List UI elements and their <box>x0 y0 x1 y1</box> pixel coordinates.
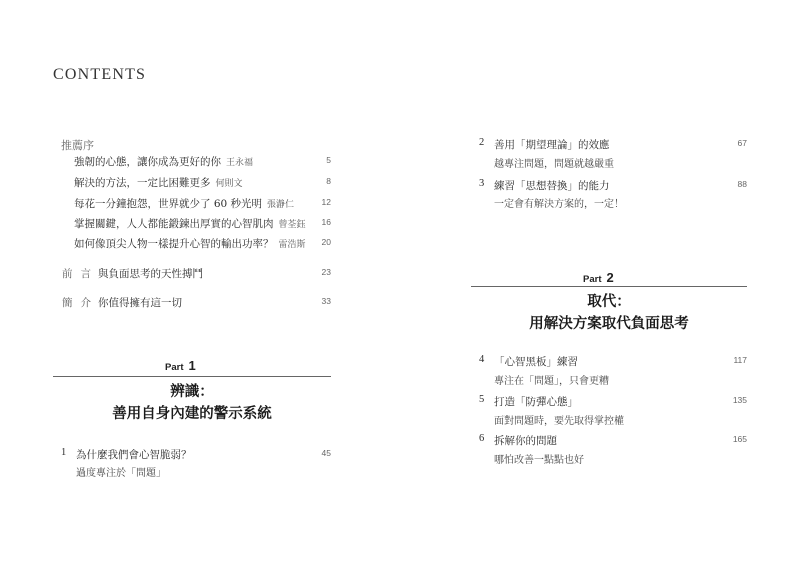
part2-label: Part 2 <box>583 270 614 285</box>
toc-entry[interactable] <box>61 154 331 170</box>
entry-page: 20 <box>321 237 331 247</box>
part1-label: Part 1 <box>165 358 196 373</box>
entry-page: 23 <box>321 267 331 277</box>
part2-title-line2: 用解決方案取代負面思考 <box>529 316 689 332</box>
entry-title: 強韌的心態，讓你成為更好的你 <box>74 156 221 168</box>
toc-chapter[interactable] <box>479 433 747 449</box>
intro-label: 簡介 <box>62 297 99 309</box>
entry-title: 如何像頂尖人物一樣提升心智的輸出功率？ <box>74 238 274 250</box>
entry-title: 解決的方法，一定比困難更多 <box>74 177 211 189</box>
part1-title-line2: 善用自身內建的警示系統 <box>112 406 272 422</box>
part2-title-line1: 取代： <box>587 294 631 310</box>
chapter-subtitle: 一定會有解決方案的，一定！ <box>494 199 624 210</box>
toc-entry[interactable] <box>61 236 331 252</box>
chapter-page: 67 <box>737 138 747 148</box>
chapter-page: 45 <box>321 448 331 458</box>
entry-title: 掌握關鍵，人人都能鍛鍊出厚實的心智肌肉 <box>74 218 274 230</box>
entry-title: 每花一分鐘抱怨，世界就少了 60 秒光明 <box>74 198 263 210</box>
toc-chapter[interactable] <box>479 178 747 194</box>
foreword-label: 前言 <box>62 268 99 280</box>
entry-page: 33 <box>321 296 331 306</box>
chapter-number: 4 <box>479 354 485 365</box>
toc-entry[interactable] <box>61 175 331 191</box>
entry-page: 12 <box>321 197 331 207</box>
part1-number: 1 <box>188 358 196 373</box>
chapter-subtitle: 哪怕改善一點點也好 <box>494 455 584 466</box>
entry-page: 8 <box>326 176 331 186</box>
entry-title: 與負面思考的天性搏鬥 <box>98 268 203 280</box>
chapter-number: 3 <box>479 178 485 189</box>
chapter-page: 165 <box>732 434 747 444</box>
chapter-page: 117 <box>733 355 747 365</box>
part2-number: 2 <box>606 270 614 285</box>
chapter-number: 6 <box>479 433 485 444</box>
chapter-subtitle: 過度專注於「問題」 <box>76 468 166 479</box>
chapter-subtitle: 面對問題時，要先取得掌控權 <box>494 416 624 427</box>
entry-author: 曾荃鈺 <box>278 220 306 230</box>
chapter-title: 練習「思想替換」的能力 <box>494 180 610 192</box>
toc-entry-foreword[interactable] <box>61 266 331 282</box>
part1-header <box>53 358 331 428</box>
chapter-title: 打造「防彈心態」 <box>494 396 578 408</box>
entry-title: 你值得擁有這一切 <box>98 297 182 309</box>
chapter-title: 善用「期望理論」的效應 <box>494 139 610 151</box>
entry-author: 雷浩斯 <box>278 240 306 250</box>
chapter-number: 1 <box>61 447 67 458</box>
chapter-title: 拆解你的問題 <box>494 435 557 447</box>
toc-chapter[interactable] <box>479 394 747 410</box>
chapter-page: 88 <box>737 179 747 189</box>
entry-author: 何則文 <box>215 179 243 189</box>
entry-page: 5 <box>326 155 331 165</box>
part1-rule <box>53 376 331 377</box>
entry-page: 16 <box>321 217 331 227</box>
chapter-number: 2 <box>479 137 485 148</box>
part2-header <box>471 270 747 340</box>
entry-author: 張瀞仁 <box>267 200 295 210</box>
toc-chapter[interactable] <box>479 137 747 153</box>
chapter-subtitle: 越專注問題，問題就越嚴重 <box>494 159 614 170</box>
toc-entry[interactable] <box>61 216 331 232</box>
part1-title-line1: 辨識： <box>170 384 214 400</box>
chapter-number: 5 <box>479 394 485 405</box>
chapter-title: 「心智黑板」練習 <box>494 356 578 368</box>
toc-chapter[interactable] <box>61 447 331 463</box>
preface-section-label: 推薦序 <box>61 139 94 152</box>
chapter-title: 為什麼我們會心智脆弱？ <box>76 449 192 461</box>
part2-rule <box>471 286 747 287</box>
toc-entry[interactable] <box>61 196 331 212</box>
toc-entry-intro[interactable] <box>61 295 331 311</box>
entry-author: 王永福 <box>226 158 254 168</box>
contents-heading: CONTENTS <box>53 66 147 83</box>
chapter-page: 135 <box>732 395 747 405</box>
toc-chapter[interactable] <box>479 354 747 370</box>
chapter-subtitle: 專注在「問題」，只會更糟 <box>494 376 609 387</box>
